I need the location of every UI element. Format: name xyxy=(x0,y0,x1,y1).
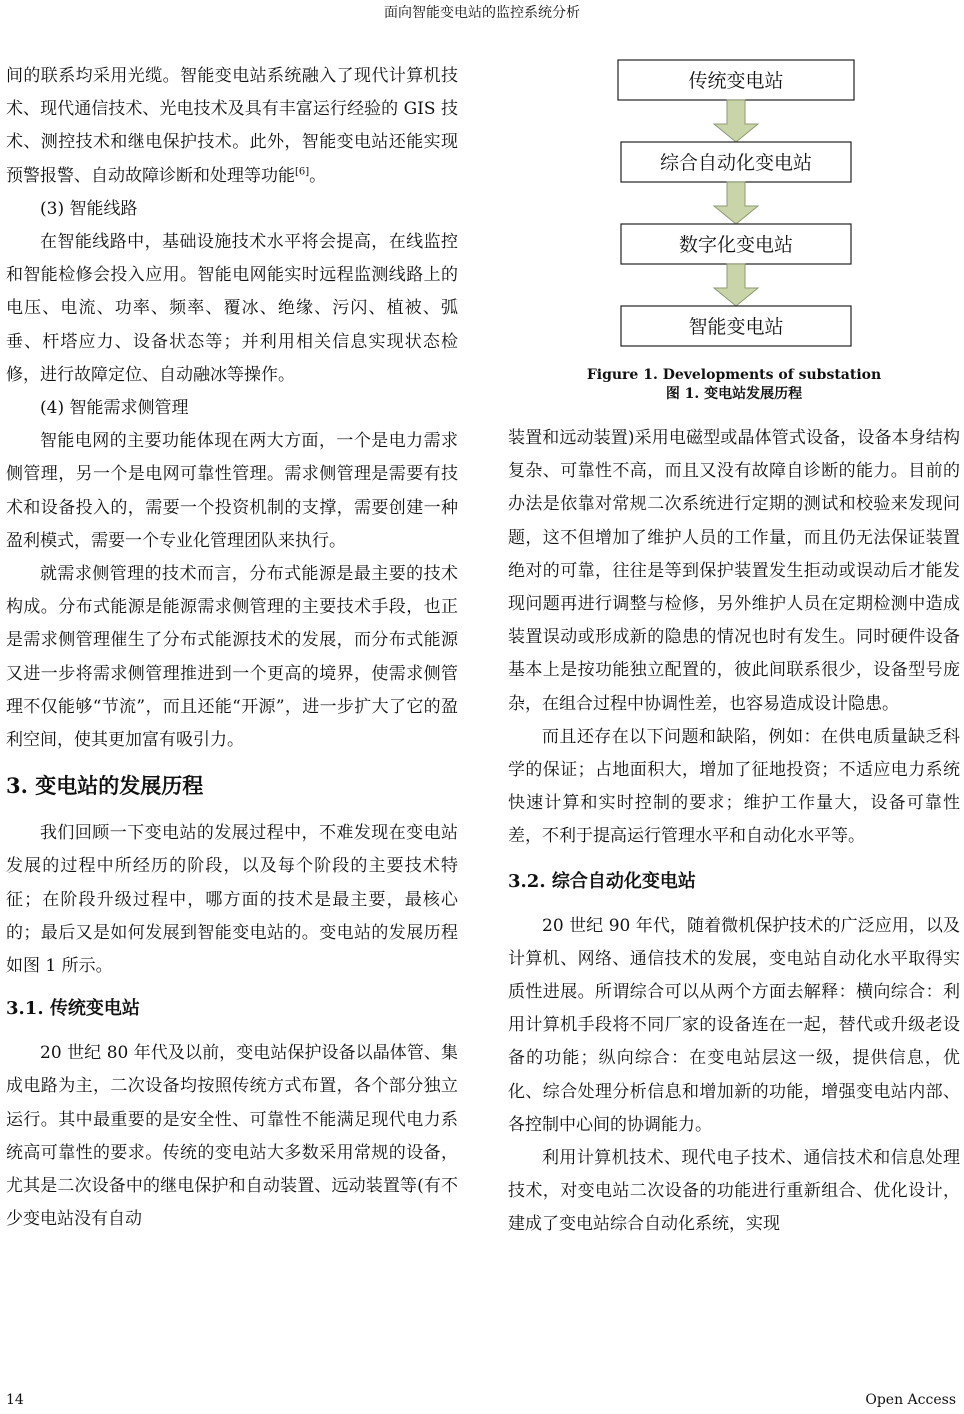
figure-1 xyxy=(508,56,960,406)
paragraph: 而且还存在以下问题和缺陷，例如：在供电质量缺乏科学的保证；占地面积大，增加了征地投资；不适应电力系统快速计算和实时控制的要求；维护工作量大，设备可靠性差，不利于提高运行管理水平和自动化水平等。 xyxy=(508,726,960,847)
paragraph: 就需求侧管理的技术而言，分布式能源是最主要的技术构成。分布式能源是能源需求侧管理的主要技术手段，也正是需求侧管理催生了分布式能源技术的发展，而分布式能源又进一步将需求侧管理推进到一个更高的境界，使需求侧管理不仅能够“节流”，而且还能“开源”，进一步扩大了它的盈利空间，使其更加富有吸引力。 xyxy=(6,564,458,751)
paragraph: 20 世纪 80 年代及以前，变电站保护设备以晶体管、集成电路为主，二次设备均按照传统方式布置，各个部分独立运行。其中最重要的是安全性、可靠性不能满足现代电力系统高可靠性的要求。传统的变电站大多数采用常规的设备，尤其是二次设备中的继电保护和自动装置、远动装置等(有不少变电站没有自动 xyxy=(6,1043,458,1230)
paragraph: 在智能线路中，基础设施技术水平将会提高，在线监控和智能检修会投入应用。智能电网能实时远程监测线路上的电压、电流、功率、频率、覆冰、绝缘、污闪、植被、弧垂、杆塔应力、设备状态等；并利用相关信息实现状态检修，进行故障定位、自动融冰等操作。 xyxy=(6,232,458,385)
citation-ref[interactable]: [6] xyxy=(295,165,310,177)
paragraph: 20 世纪 90 年代，随着微机保护技术的广泛应用，以及计算机、网络、通信技术的发展，变电站自动化水平取得实质性进展。所谓综合可以从两个方面去解释：横向综合：利用计算机手段将不同厂家的设备连在一起，替代或升级老设备的功能；纵向综合：在变电站层这一级，提供信息，优化、综合处理分析信息和增加新的功能，增强变电站内部、各控制中心间的协调能力。 xyxy=(508,915,960,1135)
subsection-label: (3) 智能线路 xyxy=(40,198,138,219)
running-head: 面向智能变电站的监控系统分析 xyxy=(384,5,580,21)
subsection-heading: 3.1. 传统变电站 xyxy=(6,998,140,1020)
journal-label: Open Access xyxy=(865,1392,956,1408)
paragraph: 智能电网的主要功能体现在两大方面，一个是电力需求侧管理，另一个是电网可靠性管理。需求侧管理是需要有技术和设备投入的，需要一个投资机制的支撑，需要创建一种盈利模式，需要一个专业化管理团队来执行。 xyxy=(6,431,458,551)
flowchart-diagram xyxy=(508,56,960,356)
flow-box-label: 智能变电站 xyxy=(688,316,784,338)
paragraph-text: 间的联系均采用光缆。智能变电站系统融入了现代计算机技术、现代通信技术、光电技术及具有丰富运行经验的 GIS 技术、测控技术和继电保护技术。此外，智能变电站还能实现预警报警、自动故障诊断和处理等功能 xyxy=(6,66,458,186)
right-column xyxy=(508,422,960,1242)
flow-arrow xyxy=(714,182,758,224)
page-number: 14 xyxy=(6,1392,24,1408)
section-heading: 3. 变电站的发展历程 xyxy=(6,773,204,799)
paragraph: 我们回顾一下变电站的发展过程中，不难发现在变电站发展的过程中所经历的阶段，以及每个阶段的主要技术特征；在阶段升级过程中，哪方面的技术是最主要，最核心的；最后又是如何发展到智能变电站的。变电站的发展历程如图 1 所示。 xyxy=(6,823,458,977)
paragraph: 装置和远动装置)采用电磁型或晶体管式设备，设备本身结构复杂、可靠性不高，而且又没有故障自诊断的能力。目前的办法是依靠对常规二次系统进行定期的测试和校验来发现问题，这不但增加了维护人员的工作量，而且仍无法保证装置绝对的可靠，往往是等到保护装置发生拒动或误动后才能发现问题再进行调整与检修，另外维护人员在定期检测中造成装置误动或形成新的隐患的情况也时有发生。同时硬件设备基本上是按功能独立配置的，彼此间联系很少，设备型号庞杂，在组合过程中协调性差，也容易造成设计隐患。 xyxy=(508,428,960,714)
flow-box-label: 数字化变电站 xyxy=(678,234,794,256)
flow-arrow xyxy=(714,264,758,306)
paragraph xyxy=(6,60,458,193)
figure-caption-en: Figure 1. Developments of substation xyxy=(586,367,882,383)
left-column xyxy=(6,60,458,1237)
paragraph-end: 。 xyxy=(309,165,327,186)
flow-box-label: 传统变电站 xyxy=(688,70,784,92)
flow-arrow xyxy=(714,100,758,142)
subsection-label: (4) 智能需求侧管理 xyxy=(40,398,189,419)
figure-caption-cn: 图 1. 变电站发展历程 xyxy=(665,386,803,402)
paragraph: 利用计算机技术、现代电子技术、通信技术和信息处理技术，对变电站二次设备的功能进行重新组合、优化设计，建成了变电站综合自动化系统，实现 xyxy=(508,1148,960,1235)
flow-box-label: 综合自动化变电站 xyxy=(659,152,813,174)
subsection-heading: 3.2. 综合自动化变电站 xyxy=(508,870,696,892)
